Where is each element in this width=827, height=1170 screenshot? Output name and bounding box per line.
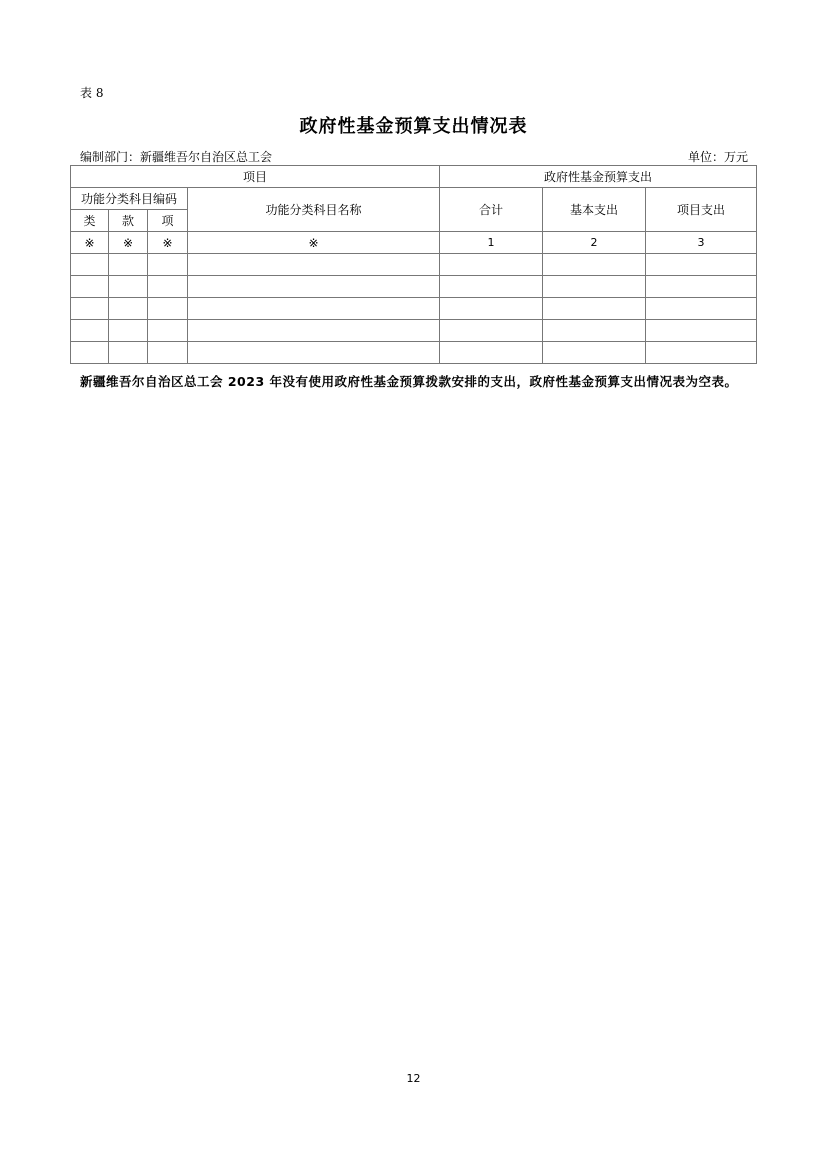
header-row-2 — [71, 188, 757, 210]
empty-cell — [646, 254, 757, 276]
empty-cell — [440, 342, 543, 364]
empty-cell — [71, 254, 109, 276]
empty-cell — [188, 342, 440, 364]
index-cell: 3 — [646, 232, 757, 254]
index-cell: ※ — [71, 232, 109, 254]
empty-cell — [543, 298, 646, 320]
header-lei: 类 — [71, 210, 109, 232]
empty-cell — [148, 320, 188, 342]
empty-cell — [646, 298, 757, 320]
empty-cell — [109, 276, 148, 298]
empty-cell — [188, 320, 440, 342]
empty-cell — [440, 254, 543, 276]
index-cell: 1 — [440, 232, 543, 254]
index-cell: ※ — [109, 232, 148, 254]
table-row — [71, 254, 757, 276]
empty-cell — [440, 320, 543, 342]
empty-cell — [543, 276, 646, 298]
header-item: 项目 — [71, 166, 440, 188]
empty-cell — [440, 276, 543, 298]
empty-cell — [71, 320, 109, 342]
header-total: 合计 — [440, 188, 543, 232]
header-xiang: 项 — [148, 210, 188, 232]
empty-cell — [148, 254, 188, 276]
empty-cell — [109, 298, 148, 320]
header-basic: 基本支出 — [543, 188, 646, 232]
empty-cell — [188, 254, 440, 276]
index-row — [71, 232, 757, 254]
empty-cell — [646, 320, 757, 342]
header-kuan: 款 — [109, 210, 148, 232]
header-expenditure: 政府性基金预算支出 — [440, 166, 757, 188]
empty-cell — [543, 342, 646, 364]
table-number: 表 8 — [80, 86, 104, 100]
meta-row — [80, 148, 748, 165]
table-row — [71, 342, 757, 364]
empty-cell — [440, 298, 543, 320]
empty-cell — [109, 342, 148, 364]
empty-cell — [109, 320, 148, 342]
table-row — [71, 276, 757, 298]
empty-cell — [543, 254, 646, 276]
page-title: 政府性基金预算支出情况表 — [299, 116, 528, 137]
empty-table-note: 新疆维吾尔自治区总工会 2023 年没有使用政府性基金预算拨款安排的支出，政府性基金预算支出情况表为空表。 — [80, 374, 738, 389]
empty-cell — [148, 276, 188, 298]
index-cell: 2 — [543, 232, 646, 254]
header-code: 功能分类科目编码 — [71, 188, 188, 210]
empty-cell — [71, 276, 109, 298]
empty-cell — [646, 276, 757, 298]
empty-cell — [543, 320, 646, 342]
header-name: 功能分类科目名称 — [188, 188, 440, 232]
empty-cell — [188, 298, 440, 320]
table-row — [71, 320, 757, 342]
empty-cell — [71, 342, 109, 364]
empty-cell — [109, 254, 148, 276]
table-row — [71, 298, 757, 320]
index-cell: ※ — [188, 232, 440, 254]
empty-cell — [188, 276, 440, 298]
index-cell: ※ — [148, 232, 188, 254]
header-row-1 — [71, 166, 757, 188]
empty-cell — [71, 298, 109, 320]
empty-cell — [148, 342, 188, 364]
budget-table — [70, 165, 757, 364]
header-project: 项目支出 — [646, 188, 757, 232]
empty-cell — [646, 342, 757, 364]
empty-cell — [148, 298, 188, 320]
page-number: 12 — [406, 1072, 421, 1085]
compiling-department: 编制部门：新疆维吾尔自治区总工会 — [80, 150, 273, 164]
unit-label: 单位：万元 — [687, 150, 748, 164]
